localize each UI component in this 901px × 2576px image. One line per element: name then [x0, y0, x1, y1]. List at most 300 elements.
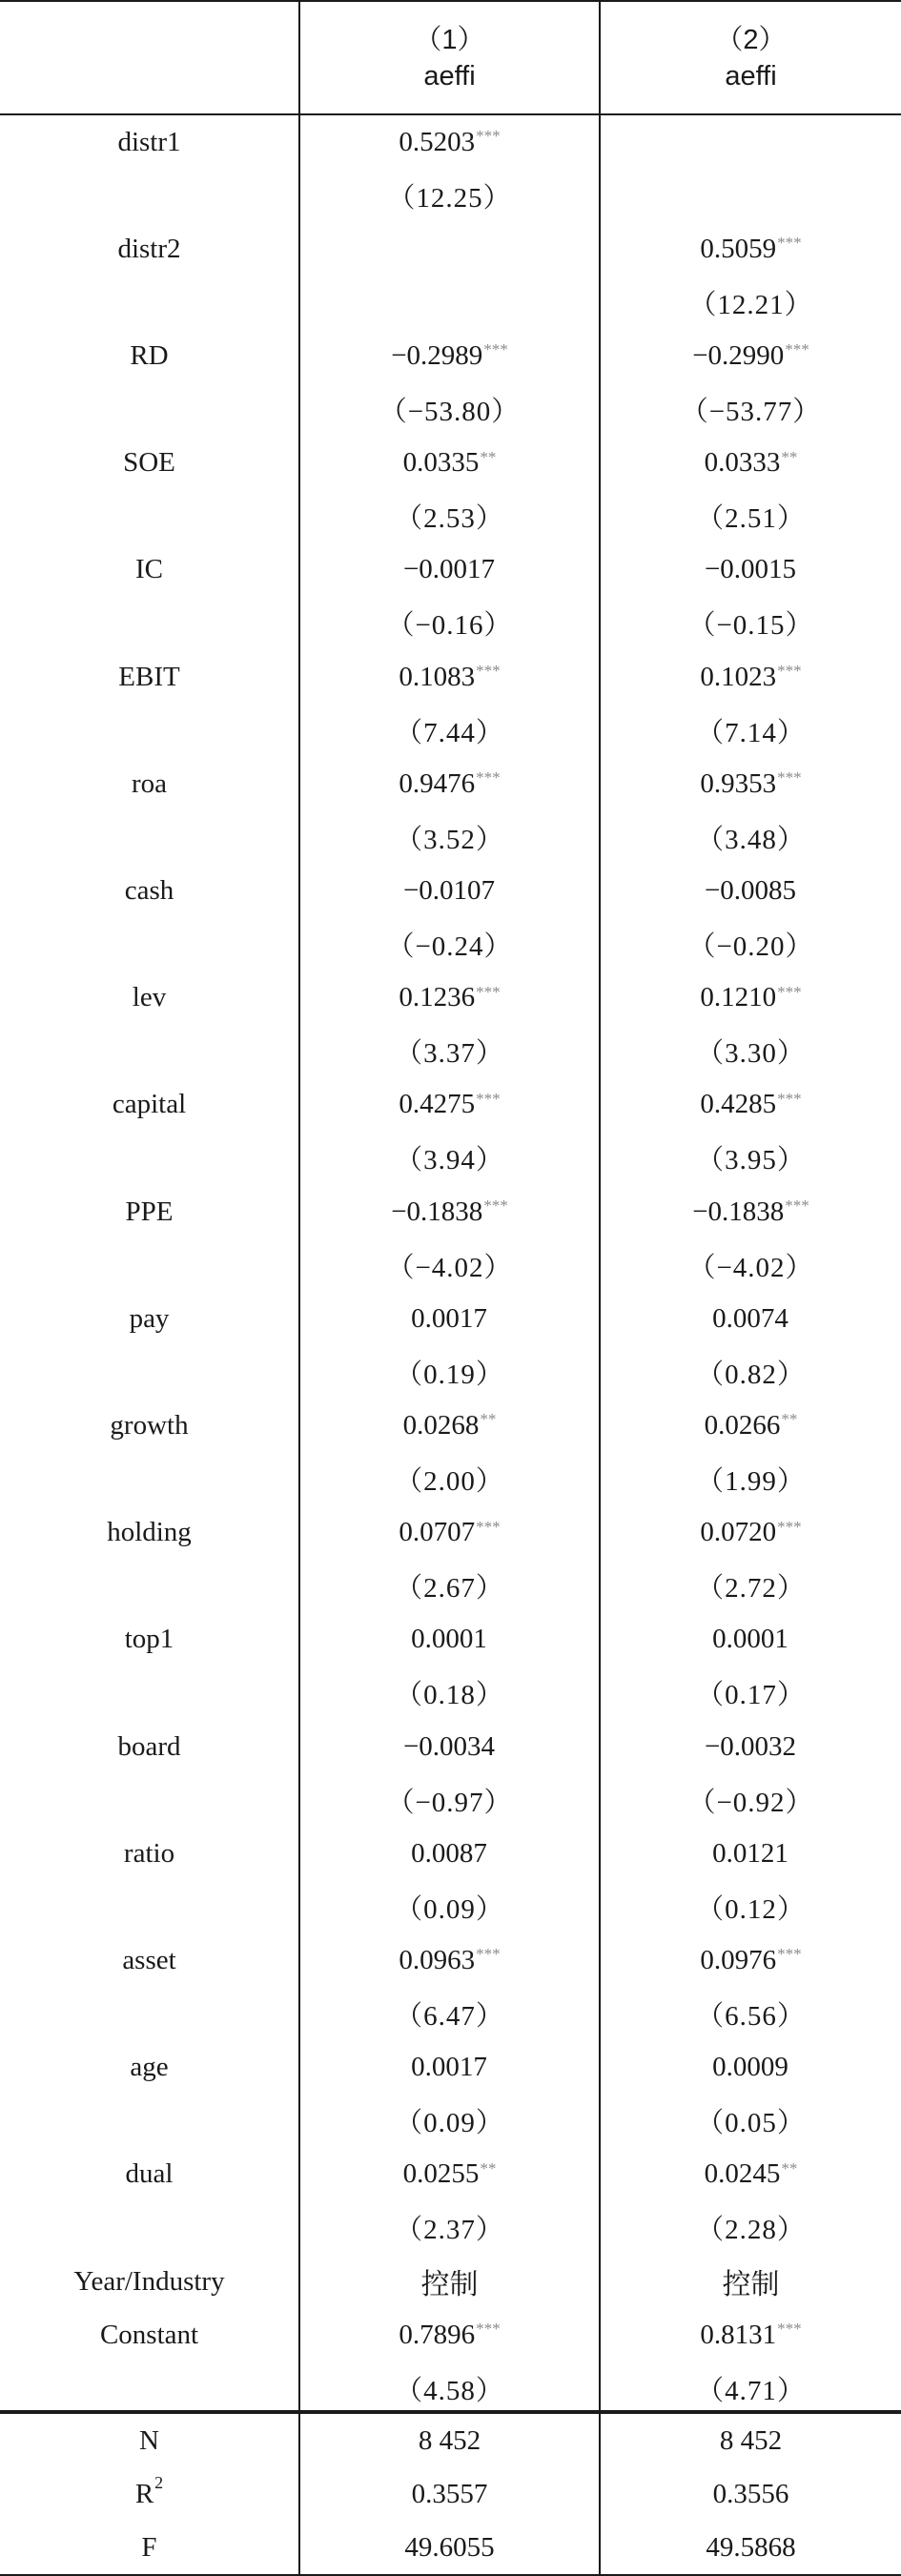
coef-col-2-value: 0.0266	[704, 1409, 781, 1441]
tstat-col-1-value: （3.37）	[395, 1038, 504, 1070]
stats-label	[0, 2414, 298, 2467]
tstat-col-1	[300, 490, 599, 543]
coef-col-1	[300, 1078, 599, 1132]
significance-stars: ***	[777, 2320, 802, 2339]
controls-col-1	[300, 2255, 599, 2308]
tstat-col-2	[601, 918, 901, 971]
significance-stars: **	[480, 447, 497, 466]
tstat-col-1	[300, 276, 599, 329]
constant-tstat-col-1	[300, 2361, 599, 2415]
coef-col-1-value: 0.0963	[399, 1944, 476, 1975]
tstat-col-1-value: （0.09）	[395, 1893, 504, 1925]
tstat-col-2-value: （−0.92）	[687, 1787, 814, 1818]
coef-col-2	[601, 864, 901, 917]
coef-col-2-value: −0.2990	[692, 339, 785, 371]
variable-label	[0, 1827, 298, 1880]
variable-label-value: cash	[124, 874, 174, 906]
coefficient-row-dual	[0, 2148, 901, 2201]
tstat-col-1-value: （0.19）	[395, 1359, 504, 1390]
tstat-col-2-value: （−0.15）	[687, 610, 814, 642]
significance-stars: ***	[777, 1089, 802, 1108]
coefficient-row-growth	[0, 1399, 901, 1452]
coef-col-1	[300, 2148, 599, 2201]
tstat-col-1-value: （−0.24）	[386, 931, 513, 963]
significance-stars: ***	[777, 768, 802, 787]
coef-col-2-value: 0.0121	[712, 1837, 788, 1869]
coef-col-2-value: 0.4285	[700, 1089, 777, 1120]
tstat-col-1	[300, 1666, 599, 1720]
tstat-col-2-value: （0.05）	[696, 2108, 806, 2139]
significance-stars: ***	[777, 1517, 802, 1536]
coef-col-2-value: −0.1838	[692, 1196, 785, 1227]
stats-col-2	[601, 2414, 901, 2467]
tstat-col-2-value: （0.17）	[696, 1680, 806, 1711]
coef-col-1-value: −0.2989	[391, 339, 483, 371]
coef-col-1-value: 0.0017	[411, 1302, 487, 1334]
controls-row	[0, 2255, 901, 2308]
significance-stars: ***	[476, 768, 501, 787]
coef-col-1-value: −0.0017	[402, 554, 496, 585]
tstat-col-2-value: （−0.20）	[687, 931, 814, 963]
stats-label-superscript: 2	[154, 2472, 164, 2492]
stats-col-1	[300, 2414, 599, 2467]
stats-label-text: N	[139, 2424, 159, 2456]
coef-col-2	[601, 1185, 901, 1238]
tstat-col-1-value: （6.47）	[395, 2001, 504, 2033]
coef-col-2	[601, 1613, 901, 1666]
coef-col-2	[601, 1720, 901, 1773]
variable-label-value: asset	[122, 1944, 176, 1975]
stats-col-1	[300, 2521, 599, 2574]
coef-col-2-value: 0.0333	[704, 447, 781, 479]
coef-col-2	[601, 971, 901, 1025]
coef-col-1	[300, 2041, 599, 2095]
controls-col-2-value: 控制	[722, 2268, 780, 2302]
coefficient-row-cash	[0, 864, 901, 917]
coef-col-2-value: 0.1210	[700, 982, 777, 1013]
stats-col-2	[601, 2521, 901, 2574]
coef-col-2	[601, 1078, 901, 1132]
significance-stars: ***	[476, 2320, 501, 2339]
tstat-col-2	[601, 597, 901, 650]
coef-col-2	[601, 1399, 901, 1452]
tstat-col-1-value: （7.44）	[395, 717, 504, 748]
coef-col-2	[601, 1827, 901, 1880]
tstat-col-2-value: （−4.02）	[687, 1252, 814, 1283]
coef-col-1	[300, 1185, 599, 1238]
coef-col-1	[300, 115, 599, 169]
significance-stars: ***	[476, 982, 501, 1001]
coef-col-2	[601, 650, 901, 704]
coef-col-2-value: 0.0074	[712, 1302, 788, 1334]
tstat-row-board	[0, 1773, 901, 1827]
coef-col-1	[300, 864, 599, 917]
significance-stars: ***	[777, 982, 802, 1001]
tstat-col-2	[601, 1238, 901, 1292]
variable-label-value: holding	[107, 1517, 192, 1548]
significance-stars: ***	[785, 340, 809, 359]
tstat-row-RD	[0, 383, 901, 437]
significance-stars: **	[781, 1410, 798, 1429]
significance-stars: **	[781, 2158, 798, 2177]
stats-col-1-value: 8 452	[418, 2424, 481, 2456]
tstat-col-2-value: （2.51）	[696, 503, 806, 535]
stats-col-2	[601, 2467, 901, 2521]
tstat-col-1	[300, 2095, 599, 2148]
variable-label-value: pay	[129, 1302, 170, 1334]
constant-row	[0, 2308, 901, 2361]
significance-stars: ***	[777, 662, 802, 681]
significance-stars: **	[781, 447, 798, 466]
tstat-col-2-value: （3.48）	[696, 824, 806, 855]
coefficient-row-top1	[0, 1613, 901, 1666]
coefficient-row-distr2	[0, 222, 901, 276]
coef-col-1-value: 0.4275	[399, 1089, 476, 1120]
coef-col-2	[601, 2041, 901, 2095]
coef-col-1	[300, 1506, 599, 1560]
tstat-col-1	[300, 810, 599, 864]
coef-col-2-value: 0.0720	[700, 1517, 777, 1548]
stats-col-2-value: 8 452	[719, 2424, 783, 2456]
tstat-row-holding	[0, 1560, 901, 1613]
coef-col-2-value: 0.0009	[712, 2052, 788, 2083]
variable-label-value: SOE	[123, 447, 175, 479]
variable-label	[0, 864, 298, 917]
coef-col-2	[601, 2148, 901, 2201]
variable-label-value: ratio	[123, 1837, 175, 1869]
variable-label	[0, 2148, 298, 2201]
coef-col-2	[601, 1506, 901, 1560]
coef-col-1	[300, 1399, 599, 1452]
tstat-row-roa	[0, 810, 901, 864]
tstat-row-pay	[0, 1345, 901, 1399]
tstat-col-1	[300, 597, 599, 650]
variable-label-value: roa	[131, 767, 168, 799]
tstat-row-ratio	[0, 1880, 901, 1933]
tstat-row-PPE	[0, 1238, 901, 1292]
tstat-col-2	[601, 810, 901, 864]
controls-col-2	[601, 2255, 901, 2308]
coef-col-2	[601, 437, 901, 490]
coef-col-2-value: 0.1023	[700, 661, 777, 692]
tstat-col-1	[300, 1025, 599, 1078]
variable-label	[0, 1720, 298, 1773]
coef-col-1-value: −0.0034	[402, 1730, 496, 1762]
coef-col-1	[300, 222, 599, 276]
constant-tstat-col-2-value: （4.71）	[696, 2375, 806, 2406]
column-2-dependent: aeffi	[725, 60, 777, 92]
controls-col-1-value: 控制	[420, 2268, 479, 2302]
coefficient-row-age	[0, 2041, 901, 2095]
variable-label-value: top1	[124, 1624, 174, 1655]
significance-stars: ***	[476, 662, 501, 681]
coef-col-1-value: 0.0268	[402, 1409, 480, 1441]
coefficient-row-lev	[0, 971, 901, 1025]
tstat-col-1	[300, 1453, 599, 1506]
significance-stars: ***	[483, 340, 508, 359]
coef-col-1	[300, 971, 599, 1025]
coef-col-2-value: −0.0032	[704, 1730, 797, 1762]
tstat-col-2	[601, 490, 901, 543]
variable-label	[0, 1506, 298, 1560]
variable-label-value: IC	[135, 554, 163, 585]
stats-label-text: R	[134, 2478, 154, 2509]
coef-col-2	[601, 222, 901, 276]
stats-row-N	[0, 2414, 901, 2467]
tstat-col-2	[601, 169, 901, 222]
coef-col-1-value: 0.5203	[399, 126, 476, 157]
tstat-col-1	[300, 169, 599, 222]
tstat-row-asset	[0, 1988, 901, 2041]
stats-label	[0, 2521, 298, 2574]
tstat-row-age	[0, 2095, 901, 2148]
tstat-col-1	[300, 704, 599, 757]
significance-stars: **	[480, 2158, 497, 2177]
tstat-row-cash	[0, 918, 901, 971]
controls-label	[0, 2255, 298, 2308]
tstat-col-2-value: （0.12）	[696, 1893, 806, 1925]
coefficient-row-board	[0, 1720, 901, 1773]
coef-col-2-value: 0.0976	[700, 1944, 777, 1975]
constant-label-value: Constant	[99, 2319, 199, 2350]
coefficient-row-SOE	[0, 437, 901, 490]
coef-col-1	[300, 757, 599, 810]
tstat-row-SOE	[0, 490, 901, 543]
stats-row-F	[0, 2521, 901, 2574]
tstat-col-2	[601, 1132, 901, 1185]
coef-col-1	[300, 650, 599, 704]
constant-tstat-col-2	[601, 2361, 901, 2415]
coefficient-row-ratio	[0, 1827, 901, 1880]
tstat-col-2-value: （3.30）	[696, 1038, 806, 1070]
tstat-col-1-value: （3.94）	[395, 1145, 504, 1176]
coefficient-row-pay	[0, 1292, 901, 1345]
tstat-col-2	[601, 276, 901, 329]
stats-col-1-value: 0.3557	[411, 2478, 488, 2509]
variable-label	[0, 971, 298, 1025]
variable-label-value: capital	[112, 1089, 187, 1120]
tstat-col-2	[601, 1345, 901, 1399]
tstat-col-1-value: （12.25）	[387, 182, 512, 214]
variable-label-value: distr1	[117, 126, 181, 157]
coef-col-1-value: −0.0107	[402, 874, 496, 906]
coef-col-1-value: 0.1236	[399, 982, 476, 1013]
tstat-col-2-value: （2.72）	[696, 1573, 806, 1605]
variable-label	[0, 329, 298, 382]
tstat-col-1	[300, 2201, 599, 2255]
significance-stars: ***	[476, 1945, 501, 1964]
variable-label	[0, 1399, 298, 1452]
tstat-row-distr2	[0, 276, 901, 329]
coef-col-2	[601, 329, 901, 382]
variable-label-value: age	[130, 2052, 169, 2083]
stats-col-2-value: 49.5868	[706, 2531, 796, 2563]
variable-label-value: RD	[130, 339, 169, 371]
variable-label-value: distr2	[117, 233, 181, 264]
tstat-col-1	[300, 383, 599, 437]
variable-label	[0, 1185, 298, 1238]
tstat-col-2-value: （−53.77）	[680, 397, 822, 428]
coef-col-2-value: 0.9353	[700, 767, 777, 799]
variable-label	[0, 757, 298, 810]
coef-col-1-value: −0.1838	[391, 1196, 483, 1227]
tstat-col-2	[601, 1773, 901, 1827]
tstat-row-growth	[0, 1453, 901, 1506]
stats-label-text: F	[141, 2531, 157, 2563]
significance-stars: ***	[476, 1517, 501, 1536]
tstat-col-1	[300, 1773, 599, 1827]
tstat-col-1-value: （0.18）	[395, 1680, 504, 1711]
coef-col-2-value: 0.0245	[704, 2158, 781, 2190]
significance-stars: ***	[785, 1196, 809, 1216]
coef-col-1-value: 0.0001	[411, 1624, 487, 1655]
stats-label	[0, 2467, 298, 2521]
variable-label	[0, 2041, 298, 2095]
coef-col-1-value: 0.1083	[399, 661, 476, 692]
tstat-col-2-value: （6.56）	[696, 2001, 806, 2033]
variable-label-value: PPE	[125, 1196, 174, 1227]
constant-col-2	[601, 2308, 901, 2361]
tstat-col-2-value: （3.95）	[696, 1145, 806, 1176]
tstat-col-1	[300, 1988, 599, 2041]
tstat-col-2-value: （0.82）	[696, 1359, 806, 1390]
coef-col-1	[300, 1292, 599, 1345]
tstat-col-2	[601, 1880, 901, 1933]
significance-stars: ***	[777, 234, 802, 253]
tstat-col-1-value: （−0.16）	[386, 610, 513, 642]
tstat-col-1-value: （2.67）	[395, 1573, 504, 1605]
tstat-col-1-value: （3.52）	[395, 824, 504, 855]
stats-col-1-value: 49.6055	[404, 2531, 495, 2563]
coef-col-2-value: −0.0085	[704, 874, 797, 906]
coefficient-row-asset	[0, 1933, 901, 1987]
stats-col-1	[300, 2467, 599, 2521]
header-row	[0, 2, 901, 113]
column-2-number: （2）	[715, 24, 787, 55]
coefficient-row-PPE	[0, 1185, 901, 1238]
tstat-row-lev	[0, 1025, 901, 1078]
constant-label	[0, 2308, 298, 2361]
coef-col-1-value: 0.0335	[402, 447, 480, 479]
coef-col-1	[300, 437, 599, 490]
coef-col-1	[300, 329, 599, 382]
tstat-col-1	[300, 1560, 599, 1613]
coef-col-1-value: 0.0255	[402, 2158, 480, 2190]
tstat-col-1-value: （2.00）	[395, 1466, 504, 1498]
constant-tstat-col-1-value: （4.58）	[395, 2375, 504, 2406]
tstat-col-1	[300, 1132, 599, 1185]
column-1-number: （1）	[414, 24, 485, 55]
coef-col-1-value: 0.9476	[399, 767, 476, 799]
coef-col-1-value: 0.0087	[411, 1837, 487, 1869]
tstat-row-capital	[0, 1132, 901, 1185]
tstat-col-2	[601, 1025, 901, 1078]
stats-col-2-value: 0.3556	[712, 2478, 789, 2509]
tstat-row-EBIT	[0, 704, 901, 757]
tstat-col-2	[601, 1560, 901, 1613]
coef-col-1	[300, 1827, 599, 1880]
variable-label-value: growth	[110, 1409, 189, 1441]
constant-col-2-value: 0.8131	[700, 2319, 777, 2350]
variable-label	[0, 437, 298, 490]
tstat-row-top1	[0, 1666, 901, 1720]
constant-tstat-row	[0, 2361, 901, 2415]
tstat-col-2	[601, 1988, 901, 2041]
tstat-col-1	[300, 918, 599, 971]
significance-stars: ***	[777, 1945, 802, 1964]
column-1-header	[300, 2, 599, 113]
variable-label	[0, 543, 298, 597]
tstat-col-2	[601, 1666, 901, 1720]
tstat-col-1-value: （0.09）	[395, 2108, 504, 2139]
constant-col-1	[300, 2308, 599, 2361]
coef-col-2	[601, 757, 901, 810]
coef-col-1-value: 0.0707	[399, 1517, 476, 1548]
coef-col-2	[601, 1292, 901, 1345]
tstat-col-1	[300, 1880, 599, 1933]
tstat-col-1	[300, 1345, 599, 1399]
coef-col-2	[601, 543, 901, 597]
coefficient-row-RD	[0, 329, 901, 382]
controls-label-value: Year/Industry	[73, 2265, 225, 2297]
tstat-col-2-value: （7.14）	[696, 717, 806, 748]
tstat-row-distr1	[0, 169, 901, 222]
coefficient-row-holding	[0, 1506, 901, 1560]
variable-label	[0, 115, 298, 169]
tstat-col-1	[300, 1238, 599, 1292]
significance-stars: ***	[483, 1196, 508, 1216]
variable-label	[0, 650, 298, 704]
coef-col-2	[601, 1933, 901, 1987]
stats-row-R	[0, 2467, 901, 2521]
coefficient-row-IC	[0, 543, 901, 597]
variable-label-value: EBIT	[118, 661, 180, 692]
tstat-row-IC	[0, 597, 901, 650]
variable-label	[0, 1933, 298, 1987]
tstat-col-1-value: （−0.97）	[386, 1787, 513, 1818]
coefficient-row-capital	[0, 1078, 901, 1132]
coef-col-2-value: 0.0001	[712, 1624, 788, 1655]
variable-label-value: dual	[125, 2158, 174, 2190]
tstat-col-2	[601, 704, 901, 757]
coef-col-1	[300, 543, 599, 597]
coef-col-1	[300, 1933, 599, 1987]
variable-label-value: lev	[132, 982, 167, 1013]
coef-col-1	[300, 1613, 599, 1666]
tstat-col-1-value: （−4.02）	[386, 1252, 513, 1283]
coef-col-2-value: 0.5059	[700, 233, 777, 264]
coefficient-row-distr1	[0, 115, 901, 169]
significance-stars: ***	[476, 1089, 501, 1108]
significance-stars: ***	[476, 127, 501, 146]
variable-label	[0, 222, 298, 276]
column-1-dependent: aeffi	[423, 60, 476, 92]
tstat-col-2	[601, 1453, 901, 1506]
tstat-col-2	[601, 2201, 901, 2255]
tstat-col-1-value: （2.37）	[395, 2215, 504, 2246]
variable-label	[0, 1292, 298, 1345]
tstat-col-2-value: （2.28）	[696, 2215, 806, 2246]
coefficient-row-EBIT	[0, 650, 901, 704]
tstat-col-2	[601, 383, 901, 437]
tstat-col-2-value: （1.99）	[696, 1466, 806, 1498]
tstat-col-1-value: （−53.80）	[379, 397, 521, 428]
tstat-col-1-value: （2.53）	[395, 503, 504, 535]
constant-col-1-value: 0.7896	[399, 2319, 476, 2350]
coefficient-row-roa	[0, 757, 901, 810]
coef-col-1-value: 0.0017	[411, 2052, 487, 2083]
variable-label	[0, 1613, 298, 1666]
